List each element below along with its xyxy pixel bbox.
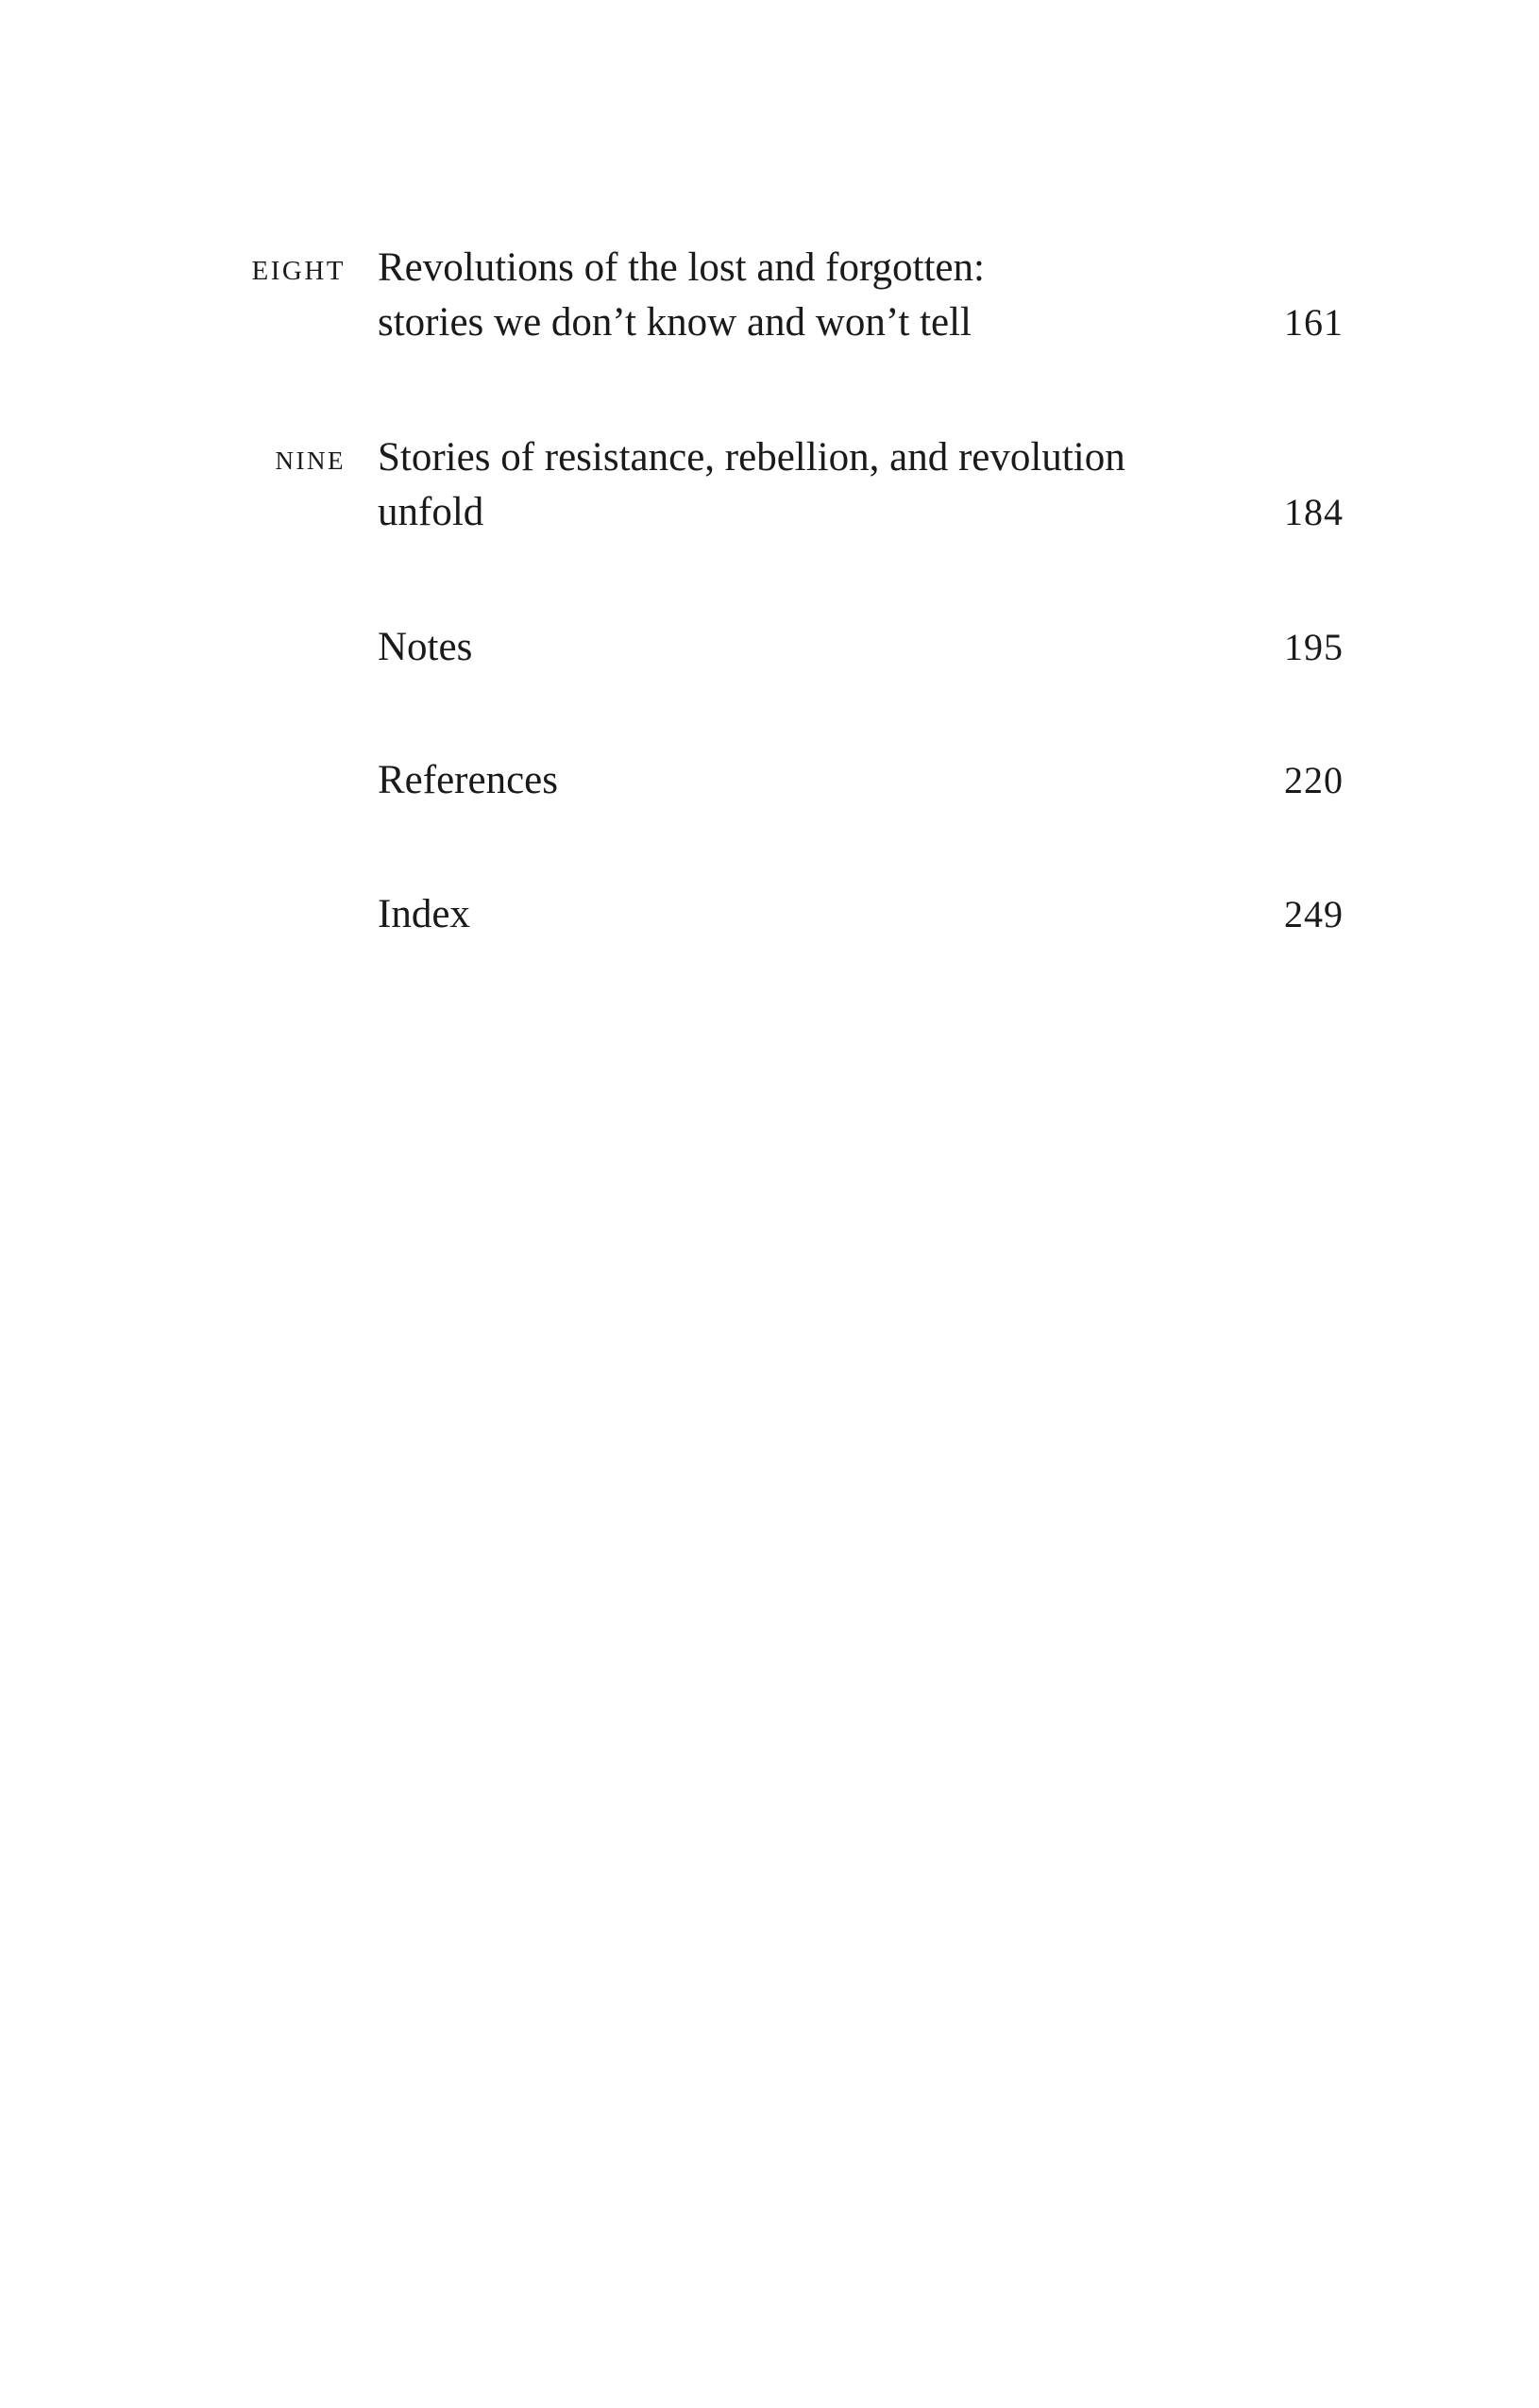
page-number: 195: [1284, 626, 1344, 668]
page-number: 161: [1284, 301, 1344, 344]
page-number: 220: [1284, 759, 1344, 801]
page-number: 249: [1284, 893, 1344, 935]
chapter-title: Stories of resistance, rebellion, and revolution unfold: [378, 435, 1125, 534]
chapter-title: Revolutions of the lost and forgotten: stories we don’t know and won’t tell: [378, 245, 985, 345]
chapter-number-label: NINE: [275, 446, 346, 475]
section-title: References: [378, 758, 558, 802]
section-title: Index: [378, 892, 470, 936]
section-title: Notes: [378, 625, 473, 669]
page-number: 184: [1284, 491, 1344, 533]
chapter-number-label: EIGHT: [251, 256, 346, 286]
